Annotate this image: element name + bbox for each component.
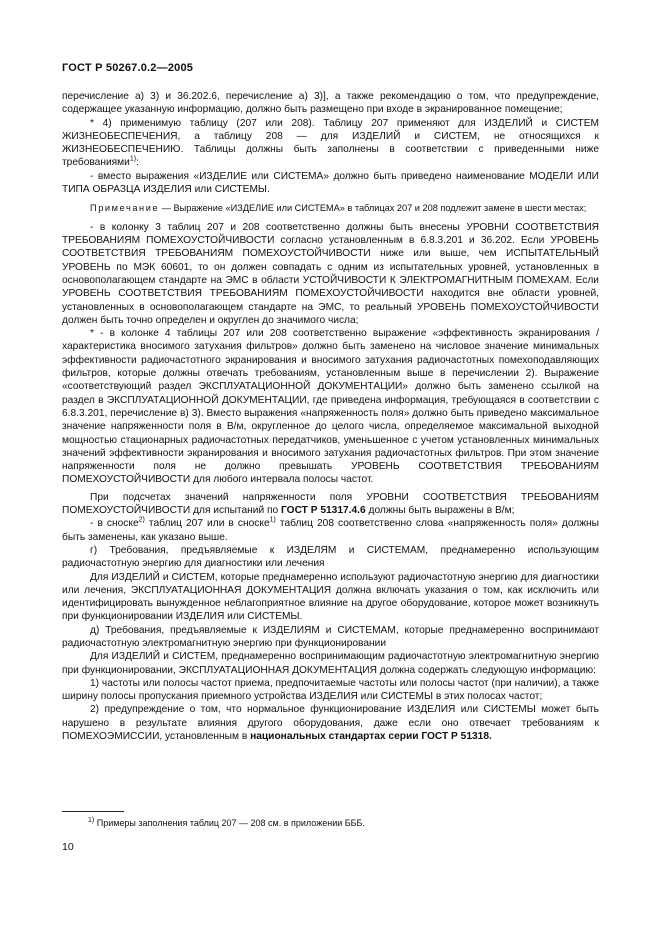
paragraph: - в сноске$^{2)}$ таблиц 207 или в сноске$^{1)}$ таблиц 208 соответственно слова «напряженность поля» должны быть заменены, как указано выше.	[62, 516, 599, 543]
list-item: 2) предупреждение о том, что нормальное функционирование ИЗДЕЛИЯ или СИСТЕМЫ может быть нарушено в результате влияния другого оборудования, даже если оно отвечает требованиям к ПОМЕХОЭМИССИИ, установленным в национальных стандартах серии ГОСТ Р 51318.	[62, 704, 599, 743]
paragraph: Для ИЗДЕЛИЙ и СИСТЕМ, преднамеренно воспринимающим радиочастотную электромагнитную энергию при функционировании, ЭКСПЛУАТАЦИОННАЯ ДОКУМЕНТАЦИЯ должна содержать следующую информацию:	[62, 651, 599, 676]
paragraph: - в колонку 3 таблиц 207 и 208 соответственно должны быть внесены УРОВНИ СООТВЕТСТВИЯ ТРЕБОВАНИЯМ ПОМЕХОУСТОЙЧИВОСТИ согласно установленным в 6.8.3.201 и 36.202. Если УРОВЕНЬ СООТВЕТСТВИЯ ТРЕБОВАНИЯМ ПОМЕХОУСТОЙЧИВОСТИ ниже или выше, чем ИСПЫТАТЕЛЬНЫЙ УРОВЕНЬ по МЭК 60601, то он должен совпадать с одним из испытательных уровней, установленных в основополагающем стандарте на ЭМС в области УСТОЙЧИВОСТИ К ЭЛЕКТРОМАГНИТНЫМ ПОМЕХАМ. Если УРОВЕНЬ СООТВЕТСТВИЯ ТРЕБОВАНИЯМ ПОМЕХОУСТОЙЧИВОСТИ находится вне области уровней, установленных в основополагающем стандарте на ЭМС, то реальный УРОВЕНЬ ПОМЕХОУСТОЙЧИВОСТИ должен быть точно определен и округлен до значимого числа;	[62, 221, 599, 326]
section-heading: д) Требования, предъявляемые к ИЗДЕЛИЯМ и СИСТЕМАМ, которые преднамеренно воспринимают радиочастотную электромагнитную энергию при функционировании	[62, 624, 599, 649]
footnote: $^{1)}$ Примеры заполнения таблиц 207 — 208 см. в приложении БББ.	[88, 817, 365, 828]
paragraph: * 4) применимую таблицу (207 или 208). Таблицу 207 применяют для ИЗДЕЛИЙ и СИСТЕМ ЖИЗНЕОБЕСПЕЧЕНИЯ, а таблицу 208 — для ИЗДЕЛИЙ и СИСТЕМ, не относящихся к ЖИЗНЕОБЕСПЕЧЕНИЮ. Таблицы должны быть заполнены в соответствии с приведенными ниже требованиями$^{1)}$:	[62, 117, 599, 169]
paragraph: * - в колонке 4 таблицы 207 или 208 соответственно выражение «эффективность экранирования / характеристика вносимого затухания фильтров» должно быть заменено на числовое значение минимальных эффективности радиочастотного экранирования и вносимого затухания радиочастотных помехоподавляющих фильтров, которые должны отвечать требованиям, установленным выше в перечислении 2). Выражение «соответствующий раздел ЭКСПЛУАТАЦИОННОЙ ДОКУМЕНТАЦИИ» должно быть заменено ссылкой на раздел в ЭКСПЛУАТАЦИОННОЙ ДОКУМЕНТАЦИИ, где приведена информация, требующаяся в соответствии с 6.8.3.201, перечисление в) 3). Вместо выражения «напряженность поля» должно быть приведено максимальное значение напряженности поля в В/м, округленное до целого числа, определяемое максимальной выходной мощностью стационарных радиочастотных передатчиков, уменьшенное с учетом установленных минимальных значений эффективности экранирования и вносимого затухания радиочастотных фильтров. При этом значение напряженности поля не должно превышать УРОВЕНЬ СООТВЕТСТВИЯ ТРЕБОВАНИЯМ ПОМЕХОУСТОЙЧИВОСТИ для любого интервала полосы частот.	[62, 328, 599, 486]
paragraph: - вместо выражения «ИЗДЕЛИЕ или СИСТЕМА» должно быть приведено наименование МОДЕЛИ ИЛИ ТИПА ОБРАЗЦА ИЗДЕЛИЯ или СИСТЕМЫ.	[62, 170, 599, 196]
footnote-divider	[62, 811, 124, 812]
section-heading: г) Требования, предъявляемые к ИЗДЕЛЯМ и СИСТЕМАМ, преднамеренно использующим радиочастотную энергию для диагностики или лечения	[62, 544, 599, 570]
paragraph: Для ИЗДЕЛИЙ и СИСТЕМ, которые преднамеренно используют радиочастотную энергию для диагностики или лечения, ЭКСПЛУАТАЦИОННАЯ ДОКУМЕНТАЦИЯ должна включать указания о том, как исключить или идентифицировать вынужденное неблагоприятное влияние на другое оборудование, которое может возникнуть при функционировании ИЗДЕЛИЯ или СИСТЕМЫ.	[62, 571, 599, 623]
document-body	[62, 90, 599, 743]
standard-reference: национальных стандартах серии ГОСТ Р 51318.	[250, 731, 492, 743]
footnote-ref: 1)	[269, 516, 276, 524]
note-label: Примечание	[90, 203, 160, 214]
note: Примечание — Выражение «ИЗДЕЛИЕ или СИСТЕМА» в таблицах 207 и 208 подлежит замене в шести местах;	[90, 203, 587, 214]
standard-reference: ГОСТ Р 51317.4.6	[281, 505, 366, 517]
document-header: ГОСТ Р 50267.0.2—2005	[62, 62, 194, 74]
footnote-marker: 1)	[88, 817, 95, 824]
paragraph: При подсчетах значений напряженности поля УРОВНИ СООТВЕТСТВИЯ ТРЕБОВАНИЯМ ПОМЕХОУСТОЙЧИВОСТИ для испытаний по ГОСТ Р 51317.4.6 должны быть выражены в В/м;	[62, 491, 599, 517]
footnote-ref: 1)	[129, 156, 137, 164]
list-item: 1) частоты или полосы частот приема, предпочитаемые частоты или полосы частот (при наличии), а также ширину полосы пропускания приемного устройства ИЗДЕЛИЯ или СИСТЕМЫ в этих полосах частот;	[62, 677, 599, 703]
paragraph: перечисление а) 3) и 36.202.6, перечисление а) 3)], а также рекомендацию о том, что предупреждение, содержащее указанную информацию, должно быть размещено при входе в экранированное помещение;	[62, 91, 599, 116]
page-number: 10	[62, 841, 74, 853]
footnote-ref: 2)	[138, 516, 145, 524]
